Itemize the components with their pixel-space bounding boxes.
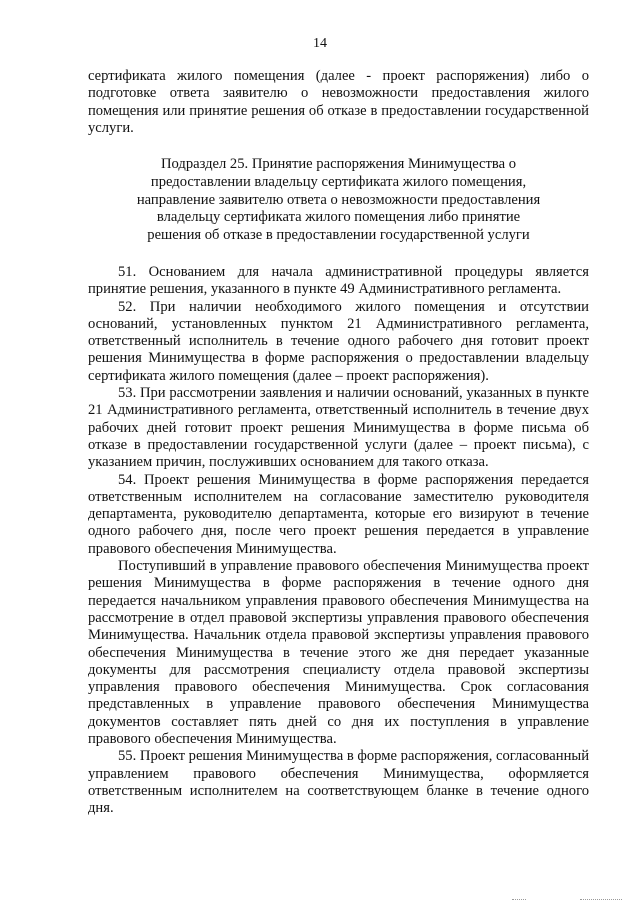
intro-block (88, 68, 589, 137)
paragraph-53: 53. При рассмотрении заявления и наличии оснований, указанных в пункте 21 Административного регламента, ответственный исполнитель в течение двух рабочих дней готовит проект решения Минимущества в форме письма об отказе в предоставлении государственной услуги (далее – проект письма), с указанием причин, послуживших основанием для такого отказа. (88, 385, 589, 471)
paragraph-54: 54. Проект решения Минимущества в форме распоряжения передается ответственным исполнителем на согласование заместителю руководителя департамента, руководителю департамента, которые его визируют в течение одного рабочего дня, после чего проект решения передается в управление правового обеспечения Минимущества. (88, 471, 589, 557)
scan-artifact (580, 899, 622, 901)
paragraph-51: 51. Основанием для начала административной процедуры является принятие решения, указанного в пункте 49 Административного регламента. (88, 264, 589, 298)
paragraph-52: 52. При наличии необходимого жилого помещения и отсутствии оснований, установленных пунктом 21 Административного регламента, ответственный исполнитель в течение одного рабочего дня готовит проект решения Минимущества в форме распоряжения о предоставлении владельцу сертификата жилого помещения (далее – проект распоряжения). (88, 298, 589, 384)
paragraph-54-continued: Поступивший в управление правового обеспечения Минимущества проект решения Минимущества в форме распоряжения в течение одного дня передается начальником управления правового обеспечения Минимущества на рассмотрение в отдел правовой экспертизы управления правового обеспечения Минимущества. Начальник отдела правовой экспертизы управления правового обеспечения Минимущества в течение этого же дня передает указанные документы для рассмотрения специалисту отдела правовой экспертизы управления правового обеспечения Минимущества. Срок согласования представленных в управление правового обеспечения Минимущества документов составляет пять дней со дня их поступления в управление правового обеспечения Минимущества. (88, 558, 589, 748)
intro-paragraph: сертификата жилого помещения (далее - проект распоряжения) либо о подготовке ответа заявителю о невозможности предоставления жилого помещения или принятие решения об отказе в предоставлении государственной услуги. (88, 68, 589, 136)
main-text (88, 264, 589, 818)
scan-artifact (512, 899, 526, 901)
page-number: 14 (313, 36, 327, 51)
subsection-heading: Подраздел 25. Принятие распоряжения Минимущества о предоставлении владельцу сертификата жилого помещения, направление заявителю ответа о невозможности предоставления владельцу сертификата жилого помещения либо принятие решения об отказе в предоставлении государственной услуги (136, 156, 541, 244)
paragraph-55: 55. Проект решения Минимущества в форме распоряжения, согласованный управлением правового обеспечения Минимущества, оформляется ответственным исполнителем на соответствующем бланке в течение одного дня. (88, 748, 589, 817)
